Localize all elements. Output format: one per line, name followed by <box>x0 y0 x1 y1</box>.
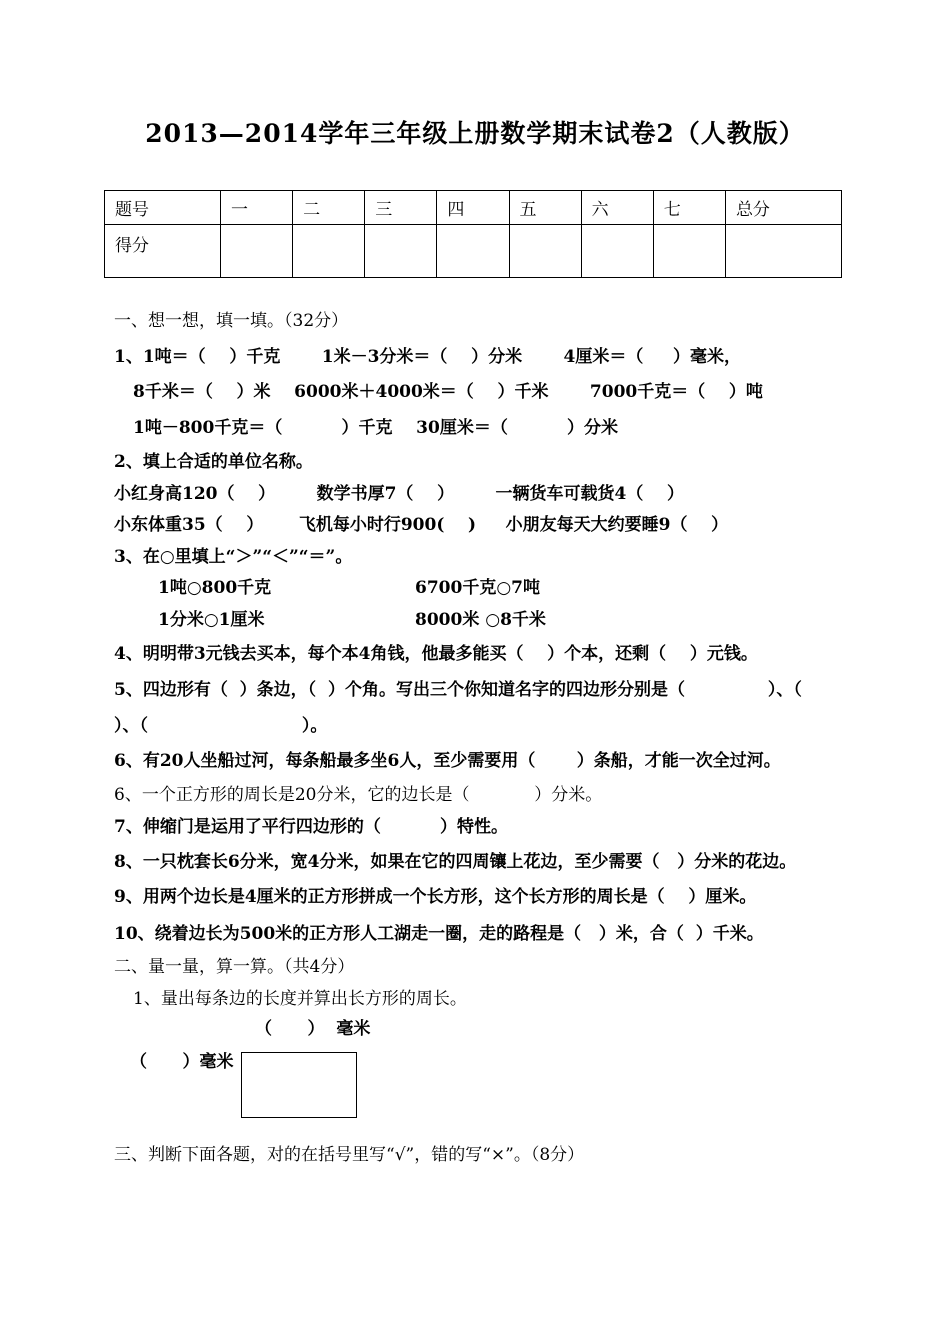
question-6b: 6、一个正方形的周长是20分米，它的边长是（ ）分米。 <box>114 785 603 805</box>
question-1-line-1: 1、1吨＝（ ）千克 1米－3分米＝（ ）分米 4厘米＝（ ）毫米， <box>114 347 741 367</box>
question-5-line-1: 5、四边形有（ ）条边，（ ）个角。写出三个你知道名字的四边形分别是（ ）、（ <box>114 680 802 700</box>
score-header-cell: 总分 <box>725 191 841 225</box>
score-cell[interactable] <box>509 225 581 278</box>
exam-title: 2013—2014学年三年级上册数学期末试卷2（人教版） <box>145 119 805 148</box>
score-cell[interactable] <box>293 225 365 278</box>
question-5-line-2: ）、（ ）。 <box>114 716 328 736</box>
score-cell[interactable] <box>365 225 437 278</box>
score-cell[interactable] <box>437 225 509 278</box>
score-table-header-row <box>105 191 842 225</box>
score-row-label: 得分 <box>105 225 221 278</box>
question-2-line-2: 小东体重35（ ） 飞机每小时行900( ) 小朋友每天大约要睡9（ ） <box>114 515 729 535</box>
compare-item: 8000米 ○8千米 <box>415 610 546 630</box>
rectangle-width-blank: （ ）毫米 <box>130 1052 234 1072</box>
question-6a: 6、有20人坐船过河，每条船最多坐6人，至少需要用（ ）条船，才能一次全过河。 <box>114 751 781 771</box>
score-header-cell: 一 <box>220 191 292 225</box>
score-header-cell: 五 <box>509 191 581 225</box>
section-3-heading: 三、判断下面各题，对的在括号里写“√”，错的写“×”。（8分） <box>114 1145 585 1165</box>
question-10: 10、绕着边长为500米的正方形人工湖走一圈，走的路程是（ ）米，合（ ）千米。 <box>114 924 764 944</box>
question-3-heading: 3、在○里填上“＞”“＜”“＝”。 <box>114 547 353 567</box>
score-cell[interactable] <box>581 225 653 278</box>
question-9: 9、用两个边长是4厘米的正方形拼成一个长方形，这个长方形的周长是（ ）厘米。 <box>114 887 757 907</box>
question-8: 8、一只枕套长6分米，宽4分米，如果在它的四周镶上花边，至少需要（ ）分米的花边。 <box>114 852 797 872</box>
question-2-heading: 2、填上合适的单位名称。 <box>114 452 313 472</box>
question-1-line-3: 1吨－800千克＝（ ）千克 30厘米＝（ ）分米 <box>133 418 619 438</box>
score-cell[interactable] <box>725 225 841 278</box>
score-header-cell: 题号 <box>105 191 221 225</box>
section-2-heading: 二、量一量，算一算。（共4分） <box>114 957 355 977</box>
question-4: 4、明明带3元钱去买本，每个本4角钱，他最多能买（ ）个本，还剩（ ）元钱。 <box>114 644 758 664</box>
question-7: 7、伸缩门是运用了平行四边形的（ ）特性。 <box>114 817 509 837</box>
compare-item: 1分米○1厘米 <box>158 610 265 630</box>
score-table-score-row <box>105 225 842 278</box>
rectangle-figure <box>241 1052 357 1118</box>
score-header-cell: 四 <box>437 191 509 225</box>
question-2-line-1: 小红身高120（ ） 数学书厚7（ ） 一辆货车可载货4（ ） <box>114 484 685 504</box>
compare-item: 1吨○800千克 <box>158 578 272 598</box>
score-header-cell: 三 <box>365 191 437 225</box>
score-header-cell: 六 <box>581 191 653 225</box>
score-header-cell: 七 <box>653 191 725 225</box>
score-header-cell: 二 <box>293 191 365 225</box>
section-1-heading: 一、想一想，填一填。（32分） <box>114 311 349 331</box>
score-cell[interactable] <box>220 225 292 278</box>
question-1-line-2: 8千米＝（ ）米 6000米＋4000米＝（ ）千米 7000千克＝（ ）吨 <box>133 382 763 402</box>
section-2-question-1: 1、量出每条边的长度并算出长方形的周长。 <box>133 989 467 1009</box>
score-cell[interactable] <box>653 225 725 278</box>
rectangle-length-blank: （ ） 毫米 <box>255 1019 371 1039</box>
compare-item: 6700千克○7吨 <box>415 578 540 598</box>
score-table <box>104 190 842 278</box>
